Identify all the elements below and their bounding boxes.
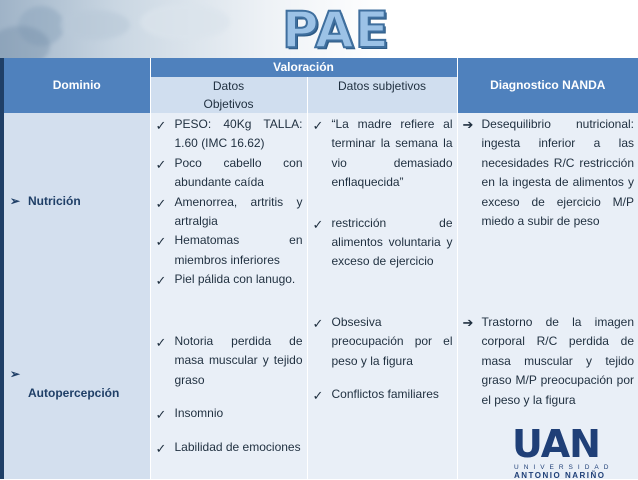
dominio-item [4,365,150,404]
dominio-cell [4,113,150,310]
list-item [151,115,303,154]
diagnostico-cell [457,113,638,310]
list-item [151,404,303,423]
check-icon: ✓ [155,195,167,211]
check-icon: ✓ [155,234,167,250]
triangle-bullet-icon: ➢ [10,367,21,381]
header-datos-objetivos [150,77,307,113]
list-item [308,115,453,193]
header-datos-objetivos-line: Objetivos [203,97,254,111]
diagnostico-list [458,115,635,231]
list-item-text: PESO: 40Kg TALLA: 1.60 (IMC 16.62) [174,117,303,151]
dominio-cell [4,310,150,479]
uan-logo [512,424,636,479]
list-item-text: “La madre refiere al terminar la semana la vio demasiado enflaquecida” [331,117,453,190]
dominio-label: Nutrición [28,193,81,208]
list-item [308,214,453,272]
banner-photo-shape [140,4,230,40]
list-item [151,438,303,457]
triangle-bullet-icon: ➢ [10,193,21,208]
banner-photo-shape [60,10,130,40]
list-item [308,313,453,371]
list-item-text: Hematomas en miembros inferiores [174,233,303,267]
check-icon: ✓ [155,335,167,350]
list-item-text: Poco cabello con abundante caída [174,155,303,190]
header-datos-objetivos-line: Datos [212,79,245,93]
check-icon: ✓ [155,273,167,289]
header-valoracion: Valoración [150,58,457,77]
list-item-text: Amenorrea, artritis y artralgia [174,194,303,229]
arrow-right-icon: ➔ [462,315,474,330]
logo-line-universidad: UNIVERSIDAD [514,464,614,471]
objetivos-cell [150,113,307,310]
check-icon: ✓ [155,118,167,133]
diagnostico-text: Trastorno de la imagen corporal R/C perdida de masa muscular y tejido graso M/P preocupación por el peso y la figura [481,315,635,407]
header-diagnostico: Diagnostico NANDA [457,58,638,113]
pae-table [4,58,638,479]
list-item [151,231,303,270]
header-banner [0,0,638,58]
subjetivos-list [308,313,453,405]
subjetivos-cell [307,113,457,310]
list-item-text: Notoria perdida de masa muscular y tejido graso [174,334,303,387]
list-item [458,313,635,410]
check-icon: ✓ [312,316,324,331]
check-icon: ✓ [155,407,167,423]
page-title: PAE [282,1,390,58]
list-item-text: Insomnio [174,406,224,421]
list-item-text: Labilidad de emociones [174,439,301,454]
check-icon: ✓ [155,440,167,456]
header-datos-subjetivos: Datos subjetivos [307,77,457,113]
list-item [308,385,453,404]
list-item [151,332,303,390]
list-item [151,193,303,232]
diagnostico-text: Desequilibrio nutricional: ingesta inferior a las necesidades R/C restricción en la ingesta de alimentos y exceso de ejercicio M/P miedo a subir de peso [481,117,635,229]
list-item-text: Conflictos familiares [331,387,439,402]
diagnostico-list [458,313,635,410]
logo-line-antonio-narino: ANTONIO NARIÑO [514,471,606,480]
check-icon: ✓ [312,118,324,133]
objetivos-cell [150,310,307,479]
dominio-item [4,192,150,211]
logo-mark: UAN [512,422,600,466]
objetivos-list [151,115,303,290]
check-icon: ✓ [312,216,324,232]
subjetivos-cell [307,310,457,479]
dominio-label: Autopercepción [28,386,120,401]
list-item [151,154,303,193]
list-item-text: restricción de alimentos voluntaria y exceso de ejercicio [331,215,453,269]
check-icon: ✓ [155,156,167,172]
list-item-text: Obsesiva preocupación por el peso y la figura [331,315,453,368]
subjetivos-list [308,115,453,272]
list-item-text: Piel pálida con lanugo. [174,272,296,287]
arrow-right-icon: ➔ [462,117,474,132]
check-icon: ✓ [312,388,324,404]
header-dominio: Dominio [4,58,150,113]
list-item [151,270,303,289]
objetivos-list [151,332,303,457]
list-item [458,115,635,231]
